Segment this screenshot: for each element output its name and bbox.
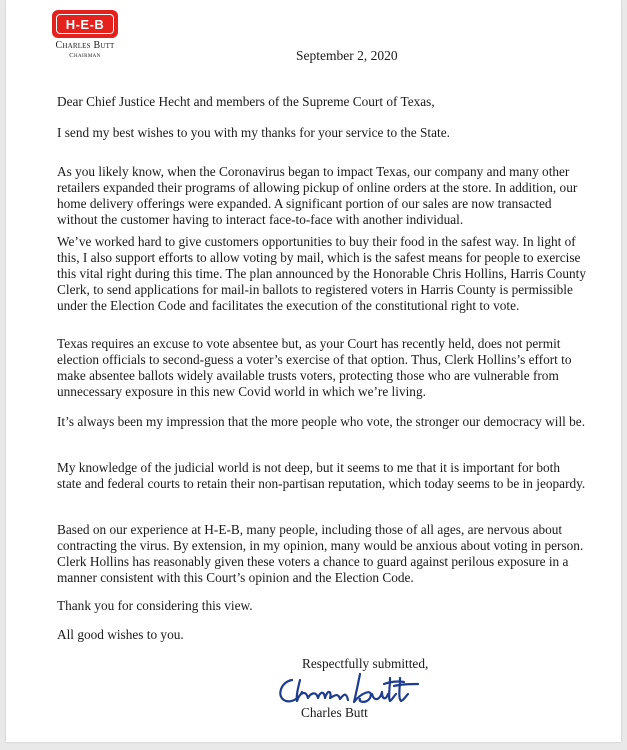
paragraph-9: All good wishes to you. [57,627,184,642]
heb-logo [52,10,118,38]
paragraph-4: Texas requires an excuse to vote absentee but, as your Court has recently held, does not permit election officials to second-guess a voter’s exercise of that option. Thus, Clerk Hollins’s effort to make absentee ballots widely available trusts voters, protecting those who are vulnerable from unnecessary exposure in this new Covid world in which we’re living. [57,336,572,399]
paragraph-3: We’ve worked hard to give customers opportunities to buy their food in the safest way. In light of this, I also support efforts to allow voting by mail, which is the safest means for people to exercise this vital right during this time. The plan announced by the Honorable Chris Hollins, Harris County Clerk, to send applications for mail-in ballots to registered voters in Harris County is permissible under the Election Code and facilitates the execution of the constitutional right to vote. [57,234,586,313]
signer-name: Charles Butt [301,705,368,720]
letterhead-name: Charles Butt [55,40,115,51]
letterhead-title: Chairman [69,52,101,59]
paragraph-2: As you likely know, when the Coronavirus began to impact Texas, our company and many other retailers expanded their programs of allowing pickup of online orders at the store. In addition, our home delivery offerings were expanded. A significant portion of our sales are now transacted without the customer having to interact face-to-face with another individual. [57,164,578,227]
letter-page [6,0,621,742]
paragraph-1: I send my best wishes to you with my thanks for your service to the State. [57,125,450,140]
paragraph-6: My knowledge of the judicial world is not deep, but it seems to me that it is important for both state and federal courts to retain their non-partisan reputation, which today seems to be in jeopardy. [57,460,586,491]
paragraph-8: Thank you for considering this view. [57,598,253,613]
paragraph-5: It’s always been my impression that the more people who vote, the stronger our democracy will be. [57,414,586,429]
heb-logo-text: H-E-B [56,14,114,34]
signature [274,668,424,710]
paragraph-7: Based on our experience at H-E-B, many people, including those of all ages, are nervous about contracting the virus. By extension, in my opinion, many would be anxious about voting in person. Clerk Hollins has reasonably given these voters a chance to guard against perilous exposure in a manner consistent with this Court’s opinion and the Election Code. [57,522,584,585]
closing: Respectfully submitted, [302,656,429,671]
signature-last-name-stroke [354,674,418,702]
signature-first-name-stroke [280,680,348,701]
letter-date: September 2, 2020 [296,48,398,63]
salutation: Dear Chief Justice Hecht and members of the Supreme Court of Texas, [57,94,435,109]
